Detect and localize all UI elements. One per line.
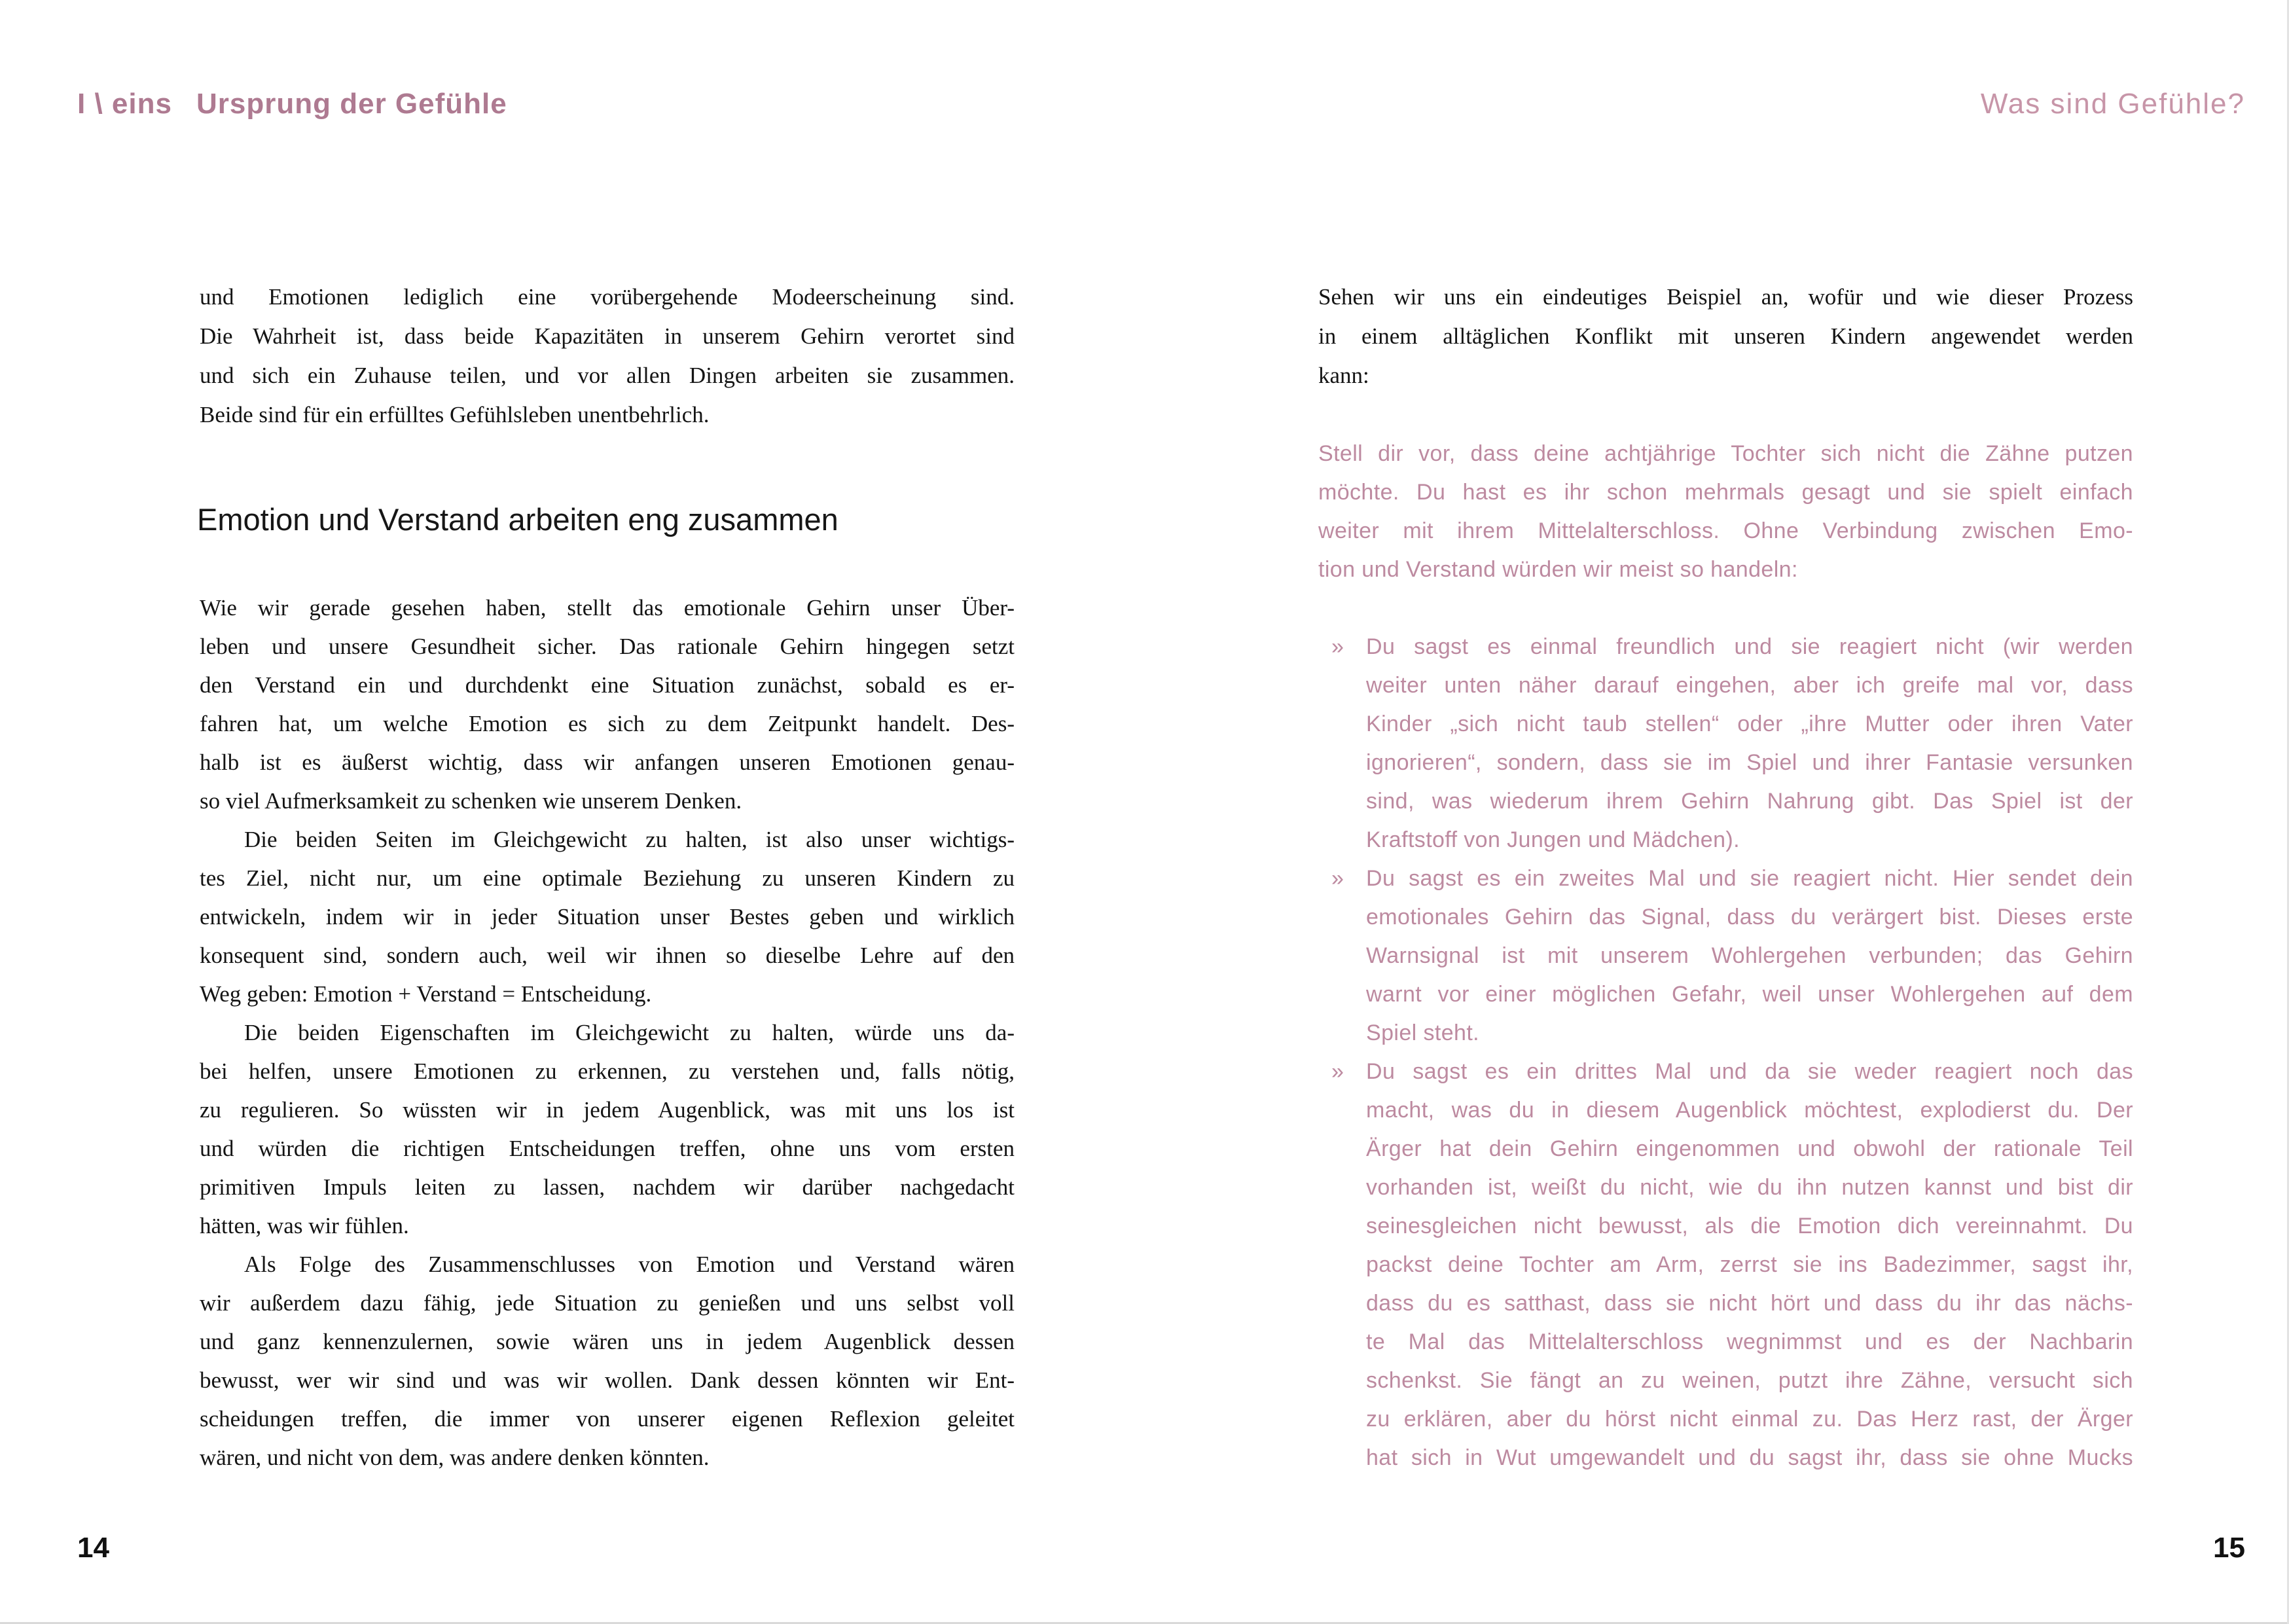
text-line: weiter mit ihrem Mittelalterschloss. Ohne Verbindung zwischen Emo- xyxy=(1318,518,2133,543)
text-line: emotionales Gehirn das Signal, dass du verärgert bist. Dieses erste xyxy=(1366,905,2133,929)
text-line: vorhanden ist, weißt du nicht, wie du ihn nutzen kannst und bist dir xyxy=(1366,1175,2133,1200)
text-line: konsequent sind, sondern auch, weil wir ihnen so dieselbe Lehre auf den xyxy=(200,943,1015,968)
text-line: halb ist es äußerst wichtig, dass wir anfangen unseren Emotionen genau- xyxy=(200,749,1015,775)
text-line: den Verstand ein und durchdenkt eine Situation zunächst, sobald es er- xyxy=(200,672,1015,698)
text-line: te Mal das Mittelalterschloss wegnimmst und es der Nachbarin xyxy=(1366,1329,2133,1354)
chapter-title: Ursprung der Gefühle xyxy=(196,88,507,120)
text-line: weiter unten näher darauf eingehen, aber ich greife mal vor, dass xyxy=(1366,673,2133,698)
text-line: hätten, was wir fühlen. xyxy=(200,1213,409,1238)
text-line: seinesgleichen nicht bewusst, als die Emotion dich vereinnahmt. Du xyxy=(1366,1214,2133,1238)
guillemet-bullet-icon: » xyxy=(1331,634,1344,659)
text-line: Wie wir gerade gesehen haben, stellt das emotionale Gehirn unser Über- xyxy=(200,595,1015,621)
text-line: Kraftstoff von Jungen und Mädchen). xyxy=(1366,827,1740,852)
list-item-text xyxy=(1366,628,2133,859)
text-line: dass du es satthast, dass sie nicht hört und dass du ihr das nächs- xyxy=(1366,1291,2133,1316)
text-line: packst deine Tochter am Arm, zerrst sie ins Badezimmer, sagst ihr, xyxy=(1366,1252,2133,1277)
paragraph-example-intro xyxy=(1318,278,2133,395)
running-title: Was sind Gefühle? xyxy=(1980,88,2245,120)
chapter-number-marker: I \ eins xyxy=(77,88,172,120)
text-line: Du sagst es ein drittes Mal und da sie weder reagiert noch das xyxy=(1366,1059,2133,1084)
text-line: wären, und nicht von dem, was andere denken könnten. xyxy=(200,1445,710,1470)
text-line: Die beiden Seiten im Gleichgewicht zu halten, ist also unser wichtigs- xyxy=(244,827,1015,852)
text-line: und würden die richtigen Entscheidungen treffen, ohne uns vom ersten xyxy=(200,1136,1015,1161)
text-line: bewusst, wer wir sind und was wir wollen. Dank dessen könnten wir Ent- xyxy=(200,1367,1015,1393)
text-line: entwickeln, indem wir in jeder Situation unser Bestes geben und wirklich xyxy=(200,904,1015,929)
text-line: hat sich in Wut umgewandelt und du sagst ihr, dass sie ohne Mucks xyxy=(1366,1445,2133,1470)
text-line: Kinder „sich nicht taub stellen“ oder „ihre Mutter oder ihren Vater xyxy=(1366,712,2133,736)
text-line: so viel Aufmerksamkeit zu schenken wie unserem Denken. xyxy=(200,788,742,814)
left-body-column xyxy=(200,588,1015,1477)
text-line: und ganz kennenzulernen, sowie wären uns in jedem Augenblick dessen xyxy=(200,1329,1015,1354)
text-line: Die beiden Eigenschaften im Gleichgewicht zu halten, würde uns da- xyxy=(244,1020,1015,1045)
guillemet-bullet-icon: » xyxy=(1331,1059,1344,1084)
page-number-left: 14 xyxy=(77,1532,109,1564)
paragraph xyxy=(200,1013,1015,1245)
list-item xyxy=(1318,1053,2133,1477)
text-line: zu regulieren. So wüssten wir in jedem Augenblick, was mit uns los ist xyxy=(200,1097,1015,1123)
text-line: sind, was wiederum ihrem Gehirn Nahrung gibt. Das Spiel ist der xyxy=(1366,789,2133,814)
text-line: Stell dir vor, dass deine achtjährige Tochter sich nicht die Zähne putzen xyxy=(1318,441,2133,466)
paragraph xyxy=(200,820,1015,1013)
text-line: Sehen wir uns ein eindeutiges Beispiel an, wofür und wie dieser Prozess xyxy=(1318,284,2133,310)
text-line: Du sagst es ein zweites Mal und sie reagiert nicht. Hier sendet dein xyxy=(1366,866,2133,891)
text-line: warnt vor einer möglichen Gefahr, weil unser Wohlergehen auf dem xyxy=(1366,982,2133,1007)
list-item-text xyxy=(1366,1053,2133,1477)
section-heading: Emotion und Verstand arbeiten eng zusammen xyxy=(197,502,838,537)
paragraph-continuation xyxy=(200,278,1015,435)
list-item xyxy=(1318,628,2133,859)
text-line: zu erklären, aber du hörst nicht einmal zu. Das Herz rast, der Ärger xyxy=(1366,1407,2133,1432)
text-line: Du sagst es einmal freundlich und sie reagiert nicht (wir werden xyxy=(1366,634,2133,659)
list-item-text xyxy=(1366,859,2133,1053)
text-line: wir außerdem dazu fähig, jede Situation zu genießen und uns selbst voll xyxy=(200,1290,1015,1316)
text-line: in einem alltäglichen Konflikt mit unseren Kindern angewendet werden xyxy=(1318,323,2133,349)
scenario-intro-paragraph xyxy=(1318,435,2133,589)
paragraph xyxy=(200,588,1015,820)
page-number-right: 15 xyxy=(2213,1532,2245,1564)
text-line: Weg geben: Emotion + Verstand = Entscheidung. xyxy=(200,981,652,1007)
text-line: möchte. Du hast es ihr schon mehrmals gesagt und sie spielt einfach xyxy=(1318,480,2133,505)
text-line: bei helfen, unsere Emotionen zu erkennen, zu verstehen und, falls nötig, xyxy=(200,1058,1015,1084)
guillemet-bullet-icon: » xyxy=(1331,866,1344,891)
text-line: Als Folge des Zusammenschlusses von Emotion und Verstand wären xyxy=(244,1252,1015,1277)
scenario-bullet-list xyxy=(1318,628,2133,1477)
text-line: macht, was du in diesem Augenblick möchtest, explodierst du. Der xyxy=(1366,1098,2133,1123)
text-line: Warnsignal ist mit unserem Wohlergehen verbunden; das Gehirn xyxy=(1366,943,2133,968)
list-item xyxy=(1318,859,2133,1053)
text-line: ignorieren“, sondern, dass sie im Spiel und ihrer Fantasie versunken xyxy=(1366,750,2133,775)
text-line: Spiel steht. xyxy=(1366,1020,1480,1045)
text-line: und Emotionen lediglich eine vorübergehende Modeerscheinung sind. xyxy=(200,284,1015,310)
text-line: tion und Verstand würden wir meist so handeln: xyxy=(1318,557,1798,582)
text-line: Beide sind für ein erfülltes Gefühlsleben unentbehrlich. xyxy=(200,402,710,427)
text-line: schenkst. Sie fängt an zu weinen, putzt ihre Zähne, versucht sich xyxy=(1366,1368,2133,1393)
text-line: fahren hat, um welche Emotion es sich zu dem Zeitpunkt handelt. Des- xyxy=(200,711,1015,736)
text-line: und sich ein Zuhause teilen, und vor allen Dingen arbeiten sie zusammen. xyxy=(200,363,1015,388)
text-line: leben und unsere Gesundheit sicher. Das rationale Gehirn hingegen setzt xyxy=(200,634,1015,659)
text-line: primitiven Impuls leiten zu lassen, nachdem wir darüber nachgedacht xyxy=(200,1174,1015,1200)
text-line: Ärger hat dein Gehirn eingenommen und obwohl der rationale Teil xyxy=(1366,1136,2133,1161)
text-line: tes Ziel, nicht nur, um eine optimale Beziehung zu unseren Kindern zu xyxy=(200,865,1015,891)
text-line: Die Wahrheit ist, dass beide Kapazitäten in unserem Gehirn verortet sind xyxy=(200,323,1015,349)
text-line: scheidungen treffen, die immer von unserer eigenen Reflexion geleitet xyxy=(200,1406,1015,1432)
text-line: kann: xyxy=(1318,363,1369,388)
paragraph xyxy=(200,1245,1015,1477)
